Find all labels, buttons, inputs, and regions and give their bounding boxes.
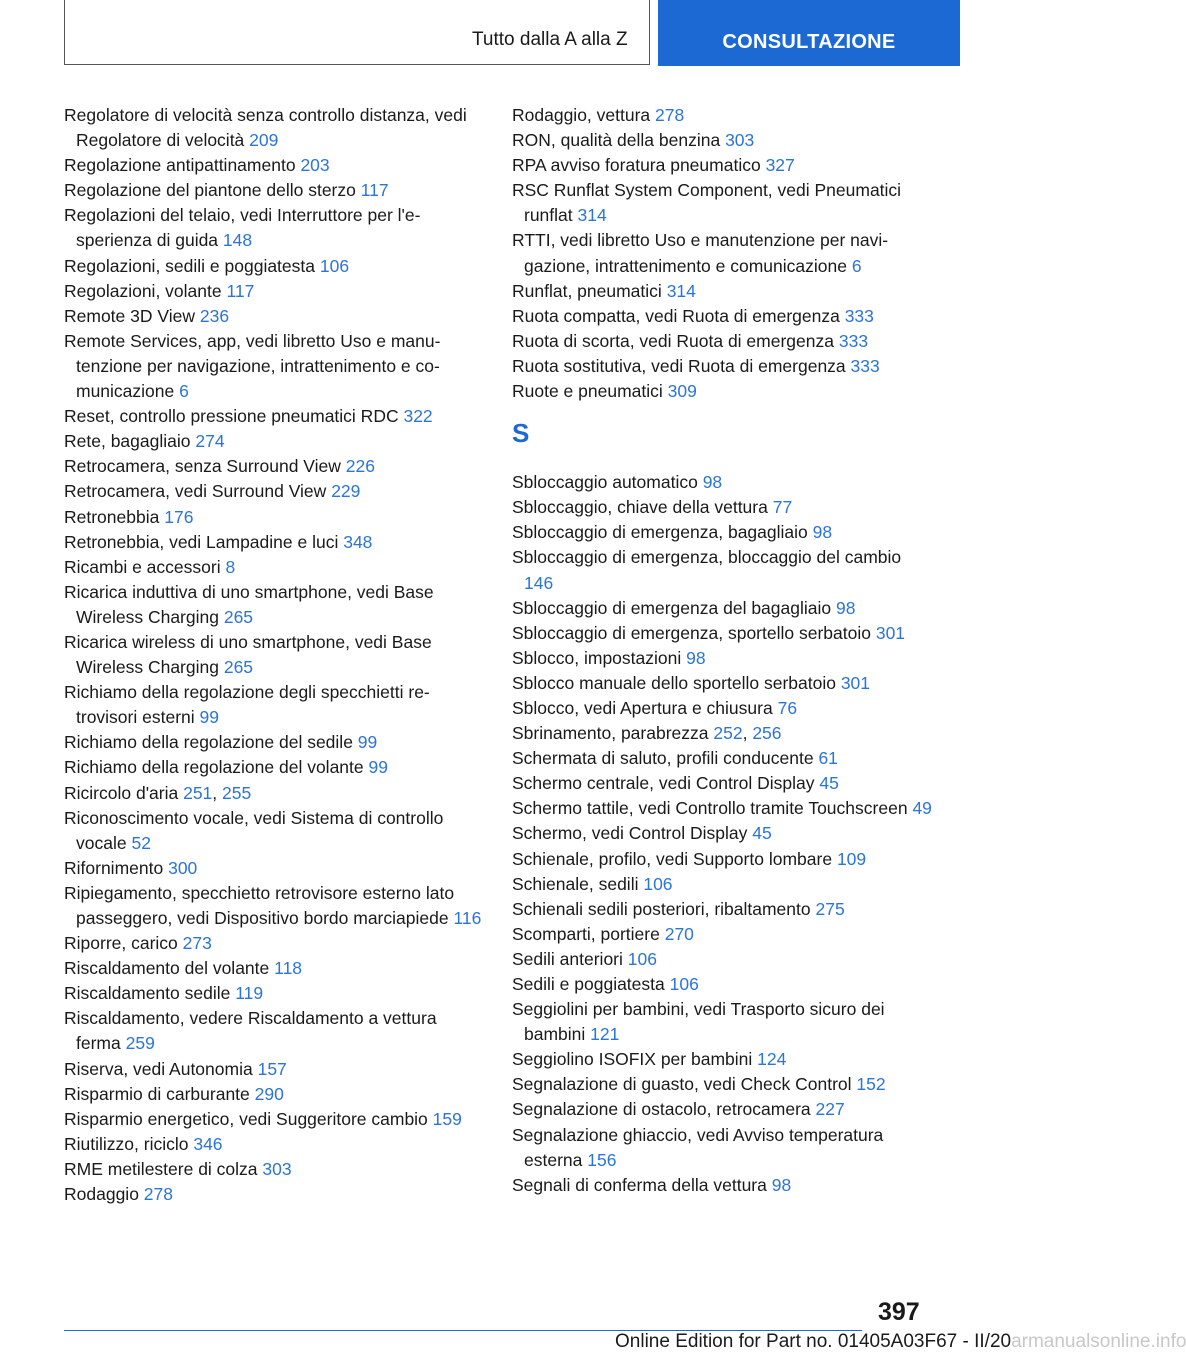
index-entry-text: Sblocco, impostazioni xyxy=(512,647,682,668)
index-entry xyxy=(64,530,484,555)
page-reference-link[interactable]: 152 xyxy=(856,1074,886,1095)
index-entry-text: RSC Runflat System Component, vedi Pneumatici runflat xyxy=(512,180,902,226)
index-entry xyxy=(64,580,484,630)
index-entry-text: Schermo centrale, vedi Control Display xyxy=(512,773,815,794)
index-entry xyxy=(64,555,484,580)
page-reference-link[interactable]: 290 xyxy=(254,1083,284,1104)
page-reference-link[interactable]: 118 xyxy=(274,958,303,979)
index-entry xyxy=(512,922,932,947)
index-entry-text: Segnali di conferma della vettura xyxy=(512,1174,767,1195)
index-entry-text: Rodaggio xyxy=(64,1184,139,1205)
page-reference-link[interactable]: 159 xyxy=(432,1108,462,1129)
index-entry xyxy=(64,956,484,981)
page-reference-link[interactable]: 98 xyxy=(686,647,706,668)
page-reference-link[interactable]: 98 xyxy=(812,522,833,543)
page-reference-link[interactable]: 45 xyxy=(819,773,839,794)
index-entry-text: Schermo, vedi Control Display xyxy=(512,823,748,844)
page-reference-link[interactable]: 301 xyxy=(840,672,871,693)
page-reference-link[interactable]: 265 xyxy=(223,606,254,627)
page-reference-link[interactable]: 270 xyxy=(664,923,694,944)
index-entry xyxy=(512,596,932,621)
page-reference-link[interactable]: 6 xyxy=(851,255,862,276)
page-reference-link[interactable]: 106 xyxy=(319,255,350,276)
header-left-border xyxy=(64,0,65,64)
index-entry xyxy=(64,1107,484,1132)
index-column-left xyxy=(64,103,484,1207)
page-reference-link[interactable]: 333 xyxy=(838,330,869,351)
page-reference-link[interactable]: 314 xyxy=(577,205,607,226)
index-entry-text: Richiamo della regolazione del sedile xyxy=(64,732,353,753)
index-column-right xyxy=(512,103,932,1198)
index-entry xyxy=(64,981,484,1006)
page-reference-link[interactable]: 348 xyxy=(343,531,373,552)
page-reference-link[interactable]: 98 xyxy=(836,597,856,618)
page-reference-link[interactable]: 119 xyxy=(235,983,264,1004)
index-entry xyxy=(512,520,932,545)
index-entry xyxy=(512,1072,932,1097)
header-separator xyxy=(649,0,650,64)
header-chapter-label: CONSULTAZIONE xyxy=(722,30,896,53)
index-entry-text: Retrocamera, vedi Surround View xyxy=(64,481,327,502)
index-entry-text: Risparmio di carburante xyxy=(64,1083,250,1104)
page-reference-link[interactable]: 148 xyxy=(222,230,253,251)
index-entry xyxy=(64,630,484,680)
index-entry xyxy=(512,796,932,821)
index-entry xyxy=(512,354,932,379)
index-entry-text: Regolazioni, sedili e poggiatesta xyxy=(64,255,315,276)
page-reference-link[interactable]: 227 xyxy=(815,1099,845,1120)
index-entry-text: Runflat, pneumatici xyxy=(512,280,662,301)
index-entry xyxy=(512,671,932,696)
page-reference-link[interactable]: 229 xyxy=(331,481,361,502)
index-entry-text: Sblocco, vedi Apertura e chiusura xyxy=(512,697,773,718)
index-entry xyxy=(512,897,932,922)
index-entry xyxy=(64,103,484,153)
header-section-title: Tutto dalla A alla Z xyxy=(472,29,628,50)
page-reference-link[interactable]: 98 xyxy=(702,472,723,493)
index-group-r xyxy=(512,103,932,404)
index-entry xyxy=(64,454,484,479)
index-entry-text: Retronebbia xyxy=(64,506,160,527)
index-entry xyxy=(64,931,484,956)
index-entry: Ricircolo d'aria 251, 255 xyxy=(64,782,252,803)
page-reference-link[interactable]: 278 xyxy=(143,1184,173,1205)
index-entry-text: Ruota di scorta, vedi Ruota di emergenza xyxy=(512,330,834,351)
page-reference-link[interactable]: 209 xyxy=(249,130,279,151)
page-reference-link[interactable]: 322 xyxy=(403,406,433,427)
index-entry xyxy=(64,856,484,881)
page-reference-link[interactable]: 203 xyxy=(300,155,330,176)
page-reference-link[interactable]: 157 xyxy=(257,1058,287,1079)
index-entry-text: Sbloccaggio, chiave della vettura xyxy=(512,497,768,518)
index-entry xyxy=(512,821,932,846)
page-reference-link[interactable]: 116 xyxy=(453,908,482,928)
page-reference-link[interactable]: 300 xyxy=(168,857,198,878)
page-reference-link[interactable]: 121 xyxy=(590,1024,620,1045)
index-entry-text: Regolazioni del telaio, vedi Interruttore per l'esperienza di guida xyxy=(64,205,421,251)
page-reference-link[interactable]: 8 xyxy=(225,556,236,577)
page-reference-link[interactable]: 256 xyxy=(752,723,782,744)
page-reference-link[interactable]: 303 xyxy=(262,1158,292,1179)
index-entry-text: Schienale, sedili xyxy=(512,873,639,894)
index-entry-text: Sbrinamento, parabrezza xyxy=(512,723,709,744)
page-reference-link[interactable]: 106 xyxy=(669,974,699,994)
index-entry xyxy=(64,505,484,530)
index-entry xyxy=(64,1006,484,1056)
index-entry-text: Retronebbia, vedi Lampadine e luci xyxy=(64,531,339,552)
index-entry-text: Riconoscimento vocale, vedi Sistema di controllo vocale xyxy=(64,807,444,853)
index-entry xyxy=(64,203,484,253)
page-reference-link[interactable]: 124 xyxy=(757,1049,787,1070)
index-entry-text: Sbloccaggio di emergenza, sportello serbatoio xyxy=(512,622,871,643)
index-entry-text: Segnalazione di ostacolo, retrocamera xyxy=(512,1099,811,1120)
page-reference-link[interactable]: 346 xyxy=(193,1133,223,1154)
index-entry xyxy=(512,646,932,671)
index-entry xyxy=(512,329,932,354)
index-entry-text: Sedili e poggiatesta xyxy=(512,974,665,994)
page-reference-link[interactable]: 275 xyxy=(815,898,845,919)
index-entry xyxy=(512,103,932,128)
page-reference-link[interactable]: 273 xyxy=(182,933,212,954)
index-entry-text: Ricarica wireless di uno smartphone, vedi Base Wireless Charging xyxy=(64,631,432,678)
index-entry xyxy=(512,304,932,329)
index-entry: Sbrinamento, parabrezza 252, 256 xyxy=(512,723,782,744)
index-entry-text: Schermata di saluto, profili conducente xyxy=(512,748,814,769)
index-entry xyxy=(512,178,932,228)
page-reference-link[interactable]: 274 xyxy=(195,431,225,452)
index-entry-text: Ricircolo d'aria xyxy=(64,782,179,803)
page-reference-link[interactable]: 99 xyxy=(368,757,388,778)
page-reference-link[interactable]: 333 xyxy=(844,305,874,326)
index-entry xyxy=(64,404,484,429)
page-reference-link[interactable]: 156 xyxy=(587,1149,617,1170)
index-entry-text: Riutilizzo, riciclo xyxy=(64,1133,189,1154)
index-entry-text: Retrocamera, senza Surround View xyxy=(64,456,341,477)
index-entry xyxy=(512,153,932,178)
page-number: 397 xyxy=(878,1298,920,1326)
index-entry-text: Seggiolino ISOFIX per bambini xyxy=(512,1049,753,1070)
index-entry-text: RON, qualità della benzina xyxy=(512,130,721,151)
index-entry-text: Richiamo della regolazione degli specchietti retrovisori esterni xyxy=(64,682,430,728)
page-reference-link[interactable]: 309 xyxy=(667,381,697,402)
index-entry-text: RME metilestere di colza xyxy=(64,1158,258,1179)
page-reference-link[interactable]: 106 xyxy=(627,948,657,969)
page-reference-link[interactable]: 252 xyxy=(713,723,743,744)
page-reference-link[interactable]: 99 xyxy=(357,732,378,753)
index-entry xyxy=(64,178,484,203)
index-entry xyxy=(512,872,932,897)
index-entry xyxy=(512,228,932,278)
index-entry-text: Riscaldamento, vedere Riscaldamento a vettura ferma xyxy=(64,1008,437,1054)
page-reference-link[interactable]: 106 xyxy=(643,873,673,894)
index-entry xyxy=(512,1097,932,1122)
page-reference-link[interactable]: 99 xyxy=(199,707,219,728)
page-reference-link[interactable]: 45 xyxy=(752,823,772,844)
page-reference-link[interactable]: 176 xyxy=(164,506,194,527)
page-reference-link[interactable]: 278 xyxy=(655,105,685,125)
page-reference-link[interactable]: 265 xyxy=(223,657,254,678)
index-entry-text: Ripiegamento, specchietto retrovisore esterno lato passeggero, vedi Dispositivo bordo marciapiede xyxy=(64,882,455,928)
index-entry xyxy=(512,771,932,796)
index-entry-text: Sblocco manuale dello sportello serbatoio xyxy=(512,672,836,693)
index-entry xyxy=(512,545,932,595)
index-entry-text: Seggiolini per bambini, vedi Trasporto sicuro dei bambini xyxy=(512,999,885,1045)
index-entry xyxy=(64,755,484,780)
index-entry xyxy=(512,1123,932,1173)
page-reference-link[interactable]: 117 xyxy=(226,280,255,301)
index-entry xyxy=(512,379,932,404)
header-rule xyxy=(64,64,650,65)
index-entry-text: Remote 3D View xyxy=(64,305,195,326)
index-entry-text: Schermo tattile, vedi Controllo tramite Touchscreen xyxy=(512,798,908,819)
index-entry-text: Riserva, vedi Autonomia xyxy=(64,1058,253,1079)
index-entry-text: Schienali sedili posteriori, ribaltamento xyxy=(512,898,811,919)
index-entry-text: RTTI, vedi libretto Uso e manutenzione per navigazione, intrattenimento e comunicazione xyxy=(512,230,889,276)
page-reference-link[interactable]: 327 xyxy=(765,155,795,176)
index-entry xyxy=(512,470,932,495)
index-entry-text: Regolazioni, volante xyxy=(64,280,222,301)
index-entry-text: Riscaldamento del volante xyxy=(64,958,270,979)
index-entry-text: Rodaggio, vettura xyxy=(512,105,651,125)
index-entry xyxy=(512,1173,932,1198)
index-entry-text: Scomparti, portiere xyxy=(512,923,660,944)
index-entry-text: Ruota sostitutiva, vedi Ruota di emergenza xyxy=(512,355,846,376)
index-entry xyxy=(64,429,484,454)
page-reference-link[interactable]: 146 xyxy=(524,572,554,593)
index-entry xyxy=(64,1157,484,1182)
page-reference-link[interactable]: 236 xyxy=(199,305,230,326)
index-entry-text: Ricarica induttiva di uno smartphone, vedi Base Wireless Charging xyxy=(64,581,434,627)
index-entry-text: Riscaldamento sedile xyxy=(64,983,231,1004)
index-entry xyxy=(512,1047,932,1072)
index-entry-text: Richiamo della regolazione del volante xyxy=(64,757,364,778)
index-entry-text: Sbloccaggio di emergenza del bagagliaio xyxy=(512,597,832,618)
index-entry-text: Rete, bagagliaio xyxy=(64,431,191,452)
index-entry xyxy=(64,1132,484,1157)
page-reference-link[interactable]: 251 xyxy=(183,782,213,803)
index-entry xyxy=(512,997,932,1047)
index-letter-heading: S xyxy=(512,418,530,449)
page-reference-link[interactable]: 77 xyxy=(772,497,793,518)
index-entry xyxy=(64,1182,484,1207)
page-reference-link[interactable]: 109 xyxy=(836,848,867,869)
index-entry xyxy=(64,304,484,329)
page-reference-link[interactable]: 303 xyxy=(725,130,755,151)
index-entry xyxy=(64,479,484,504)
index-entry xyxy=(64,806,484,856)
index-entry xyxy=(64,1082,484,1107)
index-entry xyxy=(64,279,484,304)
index-entry xyxy=(64,730,484,755)
footer-edition-text: Online Edition for Part no. 01405A03F67 - II/20 xyxy=(615,1331,1012,1352)
index-entry-text: Regolazione del piantone dello sterzo xyxy=(64,180,356,201)
page-reference-link[interactable]: 255 xyxy=(222,782,252,803)
index-entry xyxy=(512,972,932,997)
index-entry-text: Remote Services, app, vedi libretto Uso e manutenzione per navigazione, intrattenimento e comunicazione xyxy=(64,330,441,402)
page-reference-link[interactable]: 333 xyxy=(850,355,880,376)
index-entry-text: Rifornimento xyxy=(64,857,164,878)
index-entry xyxy=(512,947,932,972)
page-reference-link[interactable]: 117 xyxy=(360,180,389,201)
index-entry-text: Ricambi e accessori xyxy=(64,556,221,577)
page-reference-link[interactable]: 6 xyxy=(179,381,189,402)
page-reference-link[interactable]: 52 xyxy=(131,832,151,853)
page-reference-link[interactable]: 61 xyxy=(818,748,838,769)
index-group-s xyxy=(512,470,932,1198)
index-entry xyxy=(512,696,932,721)
index-entry xyxy=(512,279,932,304)
page-reference-link[interactable]: 49 xyxy=(912,798,932,819)
index-entry xyxy=(512,495,932,520)
index-entry xyxy=(512,746,932,771)
index-entry-text: Ruota compatta, vedi Ruota di emergenza xyxy=(512,305,840,326)
index-entry xyxy=(512,847,932,872)
index-entry-text: Riporre, carico xyxy=(64,933,178,954)
index-entry-text: Segnalazione ghiaccio, vedi Avviso temperatura esterna xyxy=(512,1124,884,1170)
index-entry-text: Sbloccaggio automatico xyxy=(512,472,698,493)
index-entry xyxy=(64,1057,484,1082)
index-entry xyxy=(64,881,484,931)
index-entry-text: Segnalazione di guasto, vedi Check Control xyxy=(512,1074,852,1095)
index-entry xyxy=(64,153,484,178)
index-entry-text: Ruote e pneumatici xyxy=(512,381,663,402)
page-reference-link[interactable]: 259 xyxy=(125,1033,155,1054)
index-entry-text: Risparmio energetico, vedi Suggeritore cambio xyxy=(64,1108,428,1129)
page-reference-link[interactable]: 314 xyxy=(666,280,696,301)
index-entry-text: Reset, controllo pressione pneumatici RDC xyxy=(64,406,399,427)
index-entry xyxy=(64,329,484,404)
index-entry xyxy=(64,680,484,730)
header-chapter-tab[interactable] xyxy=(658,0,960,66)
index-entry xyxy=(512,621,932,646)
index-entry xyxy=(64,254,484,279)
page-reference-link[interactable]: 301 xyxy=(875,622,906,643)
footer-edition xyxy=(615,1331,1186,1353)
footer-watermark: armanualsonline.info xyxy=(1011,1331,1186,1352)
page-reference-link[interactable]: 98 xyxy=(771,1174,792,1195)
page-reference-link[interactable]: 76 xyxy=(777,697,798,718)
page-reference-link[interactable]: 226 xyxy=(345,456,375,477)
index-entry-text: Regolazione antipattinamento xyxy=(64,155,296,176)
index-entry-text: Sedili anteriori xyxy=(512,948,623,969)
index-entry-text: Sbloccaggio di emergenza, bagagliaio xyxy=(512,522,808,543)
index-entry-text: RPA avviso foratura pneumatico xyxy=(512,155,761,176)
index-entry-text: Regolatore di velocità senza controllo distanza, vedi Regolatore di velocità xyxy=(64,105,467,151)
index-entry-text: Schienale, profilo, vedi Supporto lombare xyxy=(512,848,833,869)
index-entry xyxy=(512,128,932,153)
index-entry-text: Sbloccaggio di emergenza, bloccaggio del cambio xyxy=(512,547,902,568)
